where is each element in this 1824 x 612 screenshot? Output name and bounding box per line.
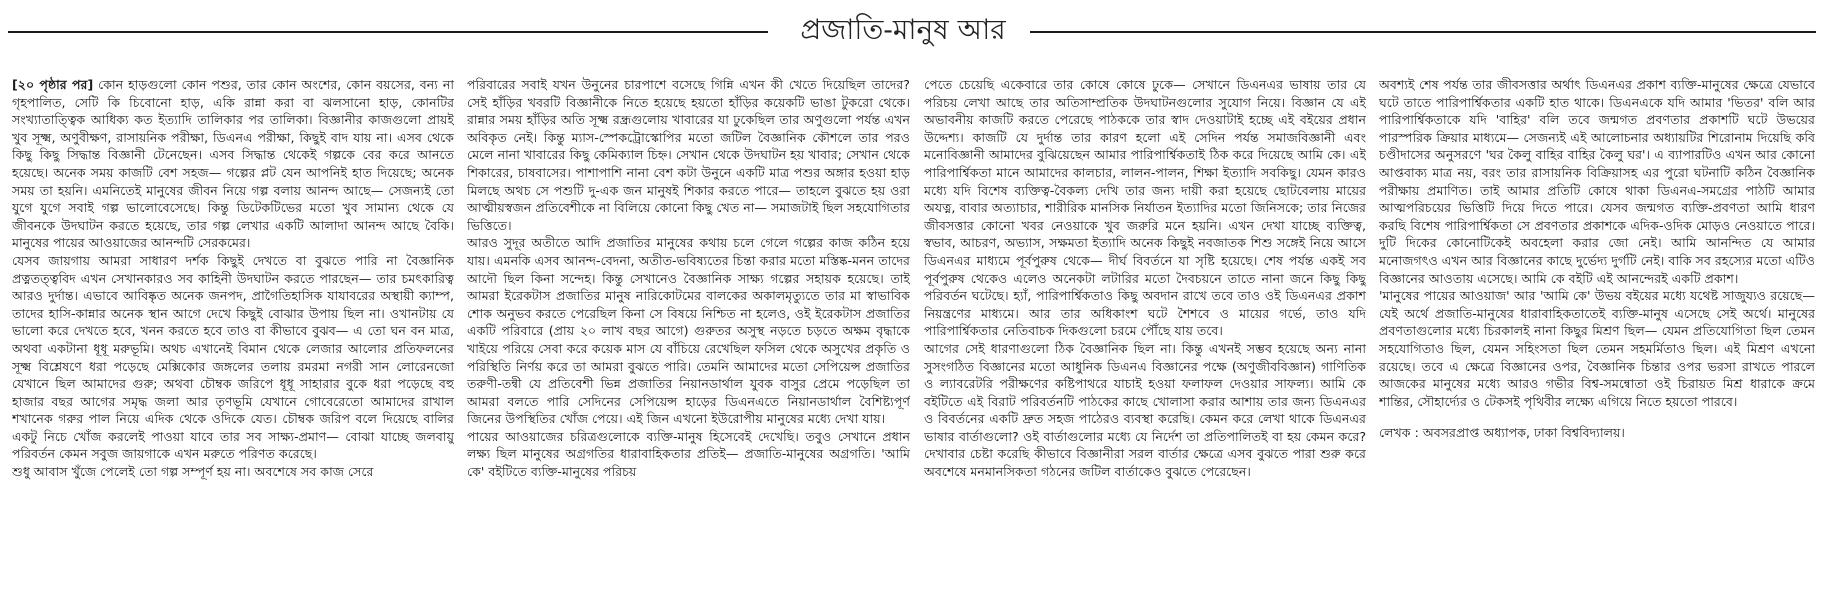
paragraph: শুধু আবাস খুঁজে পেলেই তো গল্প সম্পূর্ণ হয় না। অবশেষে সব কাজ সেরে: [12, 464, 374, 480]
paragraph: [12, 76, 454, 252]
paragraph-text: কোন হাড়গুলো কোন পশুর, তার কোন অংশের, কোন বয়সের, বন্য না গৃহপালিত, সেটি কি চিবোনো হাড়, একি রান্না করা বা ঝলসানো হাড়, কোনটির সংখ্যাতাত্ত্বিক আধিক্য কত ইত্যাদি তালিকার পর তালিকা। বিজ্ঞানীর কাজগুলো প্রায়ই খুব সূক্ষ্ম, অণুবীক্ষণ, রাসায়নিক পরীক্ষা, ডিএনএ পরীক্ষা, কিছুই বাদ যায় না। এসব থেকে কিছু কিছু সিদ্ধান্ত বিজ্ঞানী টেনেছেন। এসব সিদ্ধান্ত থেকেই গল্পকে বের করে আনতে হয়েছে। অনেক সময় কাজটি বেশ সহজ— গল্পের প্লট যেন আপনিই হাত দিয়েছে; অনেক সময় তা হয়নি। এমনিতেই মানুষের জীবন নিয়ে গল্প বলায় আনন্দ আছে— সেজন্যই তো যুগে যুগে সবাই গল্প ভালোবেসেছে। কিন্তু ডিটেকটিভের মতো খুব সামান্য থেকে যে জীবনকে উদঘাটন করতে হয়েছে, তার গল্প লেখার একটি আলাদা আনন্দ আছে বৈকি। মানুষের পায়ের আওয়াজের আনন্দটি সেরকমের।: [12, 77, 454, 251]
article-column-1: [12, 76, 454, 604]
paragraph: পরিবারের সবাই যখন উনুনের চারপাশে বসেছে গিন্নি এখন কী খেতে দিয়েছিল তাদের? সেই হাঁড়ির খবরটি বিজ্ঞানীকে নিতে হয়েছে হয়তো হাঁড়ির কয়েকটি ভাঙা টুকরো থেকে। রান্নার সময় হাঁড়ির অতি সূক্ষ্ম রন্ধ্রগুলোয় খাবারের যা ঢুকেছিল তার অণুগুলো পর্যন্ত এখন অবিকৃত নেই। কিন্তু ম্যাস-স্পেকট্রোস্কোপির মতো জটিল বৈজ্ঞানিক কৌশলে তার পরও মেলে নানা খাবারের কিছু কেমিক্যাল চিহ্ন। সেখান থেকে উদঘাটন হয় খাবার; সেখান থেকে শিকারের, চাষবাসের। পাশাপাশি নানা বেশ কটা উনুনে একটি মাত্র পশুর অঙ্গার হওয়া হাড় মিলছে অথচ সে পশুটি দু-এক জন মানুষই শিকার করতে পারে— তাহলে বুঝতে হয় ওরা আত্মীয়স্বজন প্রতিবেশীকে না বিলিয়ে কোনো কিছু খেত না— সমাজটাই ছিল সহযোগিতার ভিত্তিতে।: [467, 77, 910, 233]
paragraph: যেসব জায়গায় আমরা সাধারণ দর্শক কিছুই দেখতে বা বুঝতে পারি না বৈজ্ঞানিক প্রত্নতত্ত্ববিদ এখন সেখানকারও সব কাহিনী উদঘাটন করতে পারছেন— তার চমৎকারিত্ব আরও দুর্দান্ত। এভাবে আবিষ্কৃত অনেক জনপদ, প্রাগৈতিহাসিক যাযাবরের অস্থায়ী ক্যাম্প, তাদের হাসি-কান্নার অনেক স্থান আগে দেখে কিছুই বোঝার উপায় ছিল না। ওখানটায় যে ভালো করে দেখতে হবে, খনন করতে হবে তাও বা কীভাবে বুঝব— এ তো ঘন বন মাত্র, অথবা একটানা ধূধূ মরুভূমি। অথচ এখানেই বিমান থেকে লেজার আলোর প্রতিফলনের সূক্ষ্ম বিশ্লেষণে ধরা পড়েছে মেক্সিকোর জঙ্গলের তলায় রমরমা নগরী সান লোরেনজো যেখানে ছিল আমাদের গুরু; অথবা চৌম্বক জরিপে ধূধূ সাহারার বুকে ধরা পড়েছে বহু হাজার বছর আগের সমৃদ্ধ জলা আর তৃণভূমি যেখানে গোবেরেতো আমাদের রাখাল শখানেক গরুর পাল নিয়ে এদিক থেকে ওদিকে যেত। চৌম্বক জরিপ বলে দিয়েছে বালির একটু নিচে খোঁজ করলেই পাওয়া যাবে তার সব সাক্ষ্য-প্রমাণ— বোঝা যাচ্ছে জলবায়ু পরিবর্তন কেমন সবুজ জায়গাকে এখন মরুতে পরিণত করেছে।: [12, 252, 454, 462]
paragraph: আরও সুদূর অতীতে আদি প্রজাতির মানুষের কথায় চলে গেলে গল্পের কাজ কঠিন হয়ে যায়। এমনকি এসব আনন্দ-বেদনা, অতীত-ভবিষ্যতের চিন্তা করার মতো মস্তিষ্ক-মনন তাদের আদৌ ছিল কিনা সন্দেহ। কিন্তু সেখানেও বৈজ্ঞানিক সাক্ষ্য গল্পের সহায়ক হয়েছে। তাই আমরা ইরেকটাস প্রজাতির মানুষ নারিকোটমের বালকের অকালমৃত্যুতে তার মা স্বাভাবিক শোক অনুভব করতে পেরেছিল কিনা সে বিষয়ে নিশ্চিত না হলেও, ওই ইরেকটাস প্রজাতির একটি পরিবারে (প্রায় ২০ লাখ বছর আগে) গুরুতর অসুস্থ নড়তে চড়তে অক্ষম বৃদ্ধাকে খাইয়ে পরিয়ে সেবা করে কয়েক মাস যে বাঁচিয়ে রেখেছিল ফসিল থেকে অসুখের প্রকৃতি ও পরিস্থিতি নির্ণয় করে তা আমরা বুঝতে পারি। তেমনি আমাদের মতো সেপিয়েন্স প্রজাতির তরুণী-তন্বী যে প্রতিবেশী ভিন্ন প্রজাতির নিয়ানডার্থাল যুবক বাসুর প্রেমে পড়েছিল তা আমরা বলতে পারি সেদিনের সেপিয়েন্স হাড়ের ডিএনএতে নিয়ানডার্থাল বৈশিষ্ট্যপূর্ণ জিনের উপস্থিতির খোঁজ পেয়ে। এই জিন এখনো ইউরোপীয় মানুষের মধ্যে দেখা যায়।: [467, 235, 910, 427]
paragraph: আগের সেই ধারণাগুলো ঠিক বৈজ্ঞানিক ছিল না। কিন্তু এখনই সম্ভব হয়েছে অন্য নানা সুসংগঠিত বিজ্ঞানের মতো আধুনিক ডিএনএ বিজ্ঞানের পক্ষে (অণুজীববিজ্ঞান) গাণিতিক ও ল্যাবরেটরি পরীক্ষণের কষ্টিপাথরে যাচাই হওয়া ফলাফল দেওয়ার সাফল্য। আমি কে বইটিতে এই বিরাট পরিবর্তনটি পাঠকের কাছে খোলাসা করার আশায় তার জন্য ডিএনএর ও বিবর্তনের একটি দ্রুত সহজ পাঠেরও ব্যবস্থা করেছি। কেমন করে লেখা থাকে ডিএনএর ভাষার বার্তাগুলো? ওই বার্তাগুলোর মধ্যে যে নির্দেশ তা প্রতিপালিতই বা হয় কেমন করে? দেখাবার চেষ্টা করেছি কীভাবে বিজ্ঞানীরা সরল বার্তার ক্ষেত্রে এসব বুঝতে পারা শুরু করে অবশেষে মনমানসিকতা গঠনের জটিল বার্তাকেও বুঝতে পেরেছেন।: [924, 340, 1366, 480]
paragraph: পেতে চেয়েছি একেবারে তার কোষে কোষে ঢুকে— সেখানে ডিএনএর ভাষায় তার যে পরিচয় লেখা আছে তার অতিসাম্প্রতিক উদঘাটনগুলোর সুযোগ নিয়ে। বিজ্ঞান যে এই অভাবনীয় কাজটি করতে পেরেছে পাঠককে তার স্বাদ দেওয়াটাই হচ্ছে এই বইয়ের প্রধান উদ্দেশ্য। কাজটি যে দুর্দান্ত তার কারণ হলো এই সেদিন পর্যন্ত সমাজবিজ্ঞানী এবং মনোবিজ্ঞানী আমাদের বুঝিয়েছেন আমার পারিপার্শ্বিকতাই ঠিক করে দিয়েছে আমি কে। এই পারিপার্শ্বিকতা মানে আমাদের কালচার, লালন-পালন, শিক্ষা ইত্যাদি সবকিছু। যেমন কারও মধ্যে যদি বিশেষ ব্যক্তিত্ব-বৈকল্য দেখি তার জন্য দায়ী করা হয়েছে ছোটবেলায় মায়ের অযত্ন, বাবার অত্যাচার, শারীরিক মানসিক নির্যাতন ইত্যাদির মতো জিনিসকে; তার নিজের জীবসত্তার কোনো খবর নেওয়াকে খুব জরুরি মনে হয়নি। এখন দেখা যাচ্ছে ব্যক্তিত্ব, স্বভাব, আচরণ, অভ্যাস, সক্ষমতা ইত্যাদি অনেক কিছুই নবজাতক শিশু সঙ্গেই নিয়ে আসে ডিএনএর মাধ্যমে পূর্বপুরুষ থেকে— দীর্ঘ বিবর্তনে যা সৃষ্টি হয়েছে। শেষ পর্যন্ত একই সব পূর্বপুরুষ থেকেও এলেও অনেকটা লটারির মতো দৈবচয়নে তাতে নানা জনে কিছু কিছু পরিবর্তন ঘটেছে। হ্যাঁ, পারিপার্শ্বিকতাও কিছু অবদান রাখে তবে তাও ওই ডিএনএর প্রকাশ নিয়ন্ত্রণের মাধ্যমে। আর তার অধিকাংশ ঘটে শৈশবে ও মায়ের গর্ভে, তাও যদি পারিপার্শ্বিকতার নেতিবাচক দিকগুলো চরমে পৌঁছে যায় তবে।: [924, 77, 1366, 339]
article-header: [0, 0, 1824, 62]
continuation-tag: [২০ পৃষ্ঠার পর]: [12, 77, 94, 92]
paragraph: পায়ের আওয়াজের চরিত্রগুলোকে ব্যক্তি-মানুষ হিসেবেই দেখেছি। তবুও সেখানে প্রধান লক্ষ্য ছিল মানুষের অগ্রগতির ধারাবাহিকতার প্রতিই— প্রজাতি-মানুষের অগ্রগতি। 'আমি কে' বইটিতে ব্যক্তি-মানুষের পরিচয়: [467, 428, 910, 480]
paragraph: 'মানুষের পায়ের আওয়াজ' আর 'আমি কে' উভয় বইয়ের মধ্যে যথেষ্ট সাজুয্যও রয়েছে— যেই অর্থে প্রজাতি-মানুষের ধারাবাহিকতাতেই ব্যক্তি-মানুষ এসেছে সেই অর্থে। মানুষের প্রবণতাগুলোর মধ্যে চিরকালই নানা কিছুর মিশ্রণ ছিল— যেমন প্রতিযোগিতা ছিল তেমন সহযোগিতাও ছিল, যেমন সহিংসতা ছিল তেমন সহমর্মিতাও ছিল। এই মিশ্রণ এখনো রয়েছে। তবে এ ক্ষেত্রে বিজ্ঞানের ওপর, বৈজ্ঞানিক চিন্তার ওপর ভরসা রাখতে পারলে আজকের মানুষের মধ্যে আরও গভীর বিশ্ব-সমন্বোতা ওই চিরায়ত মিশ্র ধারাকে ক্রমে শান্তির, সৌহার্দ্যের ও টেকসই পৃথিবীর লক্ষ্যে এগিয়ে নিতে হয়তো পারবে।: [1379, 288, 1815, 409]
author-signature: লেখক : অবসরপ্রাপ্ত অধ্যাপক, ঢাকা বিশ্ববিদ্যালয়।: [1379, 425, 1625, 441]
article-title: প্রজাতি-মানুষ আর: [800, 13, 1006, 46]
article-column-2: [467, 76, 910, 604]
article-column-3: [924, 76, 1366, 604]
article-column-4: [1379, 76, 1815, 604]
header-rule-left: [8, 31, 768, 33]
header-rule-right: [1030, 31, 1816, 33]
paragraph: অবশ্যই শেষ পর্যন্ত তার জীবসত্তার অর্থাৎ ডিএনএর প্রকাশ ব্যক্তি-মানুষের ক্ষেত্রে যেভাবে ঘটে তাতে পারিপার্শ্বিকতার একটি হাত থাকে। ডিএনএকে যদি আমার 'ভিতর' বলি আর পারিপার্শ্বিকতাকে যদি 'বাহির' বলি তবে জন্মগত প্রবণতার প্রকাশটি ঘটে উভয়ের পারস্পরিক ক্রিয়ার মাধ্যমে— সেজন্যই এই আলোচনার অধ্যায়টির শিরোনাম দিয়েছি কবি চণ্ডীদাসের অনুসরণে 'ঘর কৈলু বাহির বাহির কৈলু ঘর'। এ ব্যাপারটিও এখন আর কোনো আপ্তবাক্য মাত্র নয়, বরং তার রাসায়নিক বিক্রিয়াসহ এর পুরো ঘটনাটি কঠিন বৈজ্ঞানিক পরীক্ষায় প্রমাণিত। তাই আমার প্রতিটি কোষে থাকা ডিএনএ-সমগ্রের পাঠটি আমার আত্মপরিচয়ের ভিত্তিটি দিয়ে দিতে পারে। যেসব জন্মগত ব্যক্তি-প্রবণতা আমি ধারণ করছি বিশেষ পারিপার্শ্বিকতা সে প্রবণতার প্রকাশকে এদিক-ওদিক মোড়ও নেওয়াতে পারে। দুটি দিকের কোনোটিকেই অবহেলা করার জো নেই। আমি আনন্দিত যে আমার মনোজগৎও এখন আর বিজ্ঞানের কাছে দুর্ভেদ্য দুর্গটি নেই। বাকি সব রহস্যের মতো এটিও বিজ্ঞানের আওতায় এসেছে। আমি কে বইটি এই আনন্দেরই একটি প্রকাশ।: [1379, 77, 1815, 286]
